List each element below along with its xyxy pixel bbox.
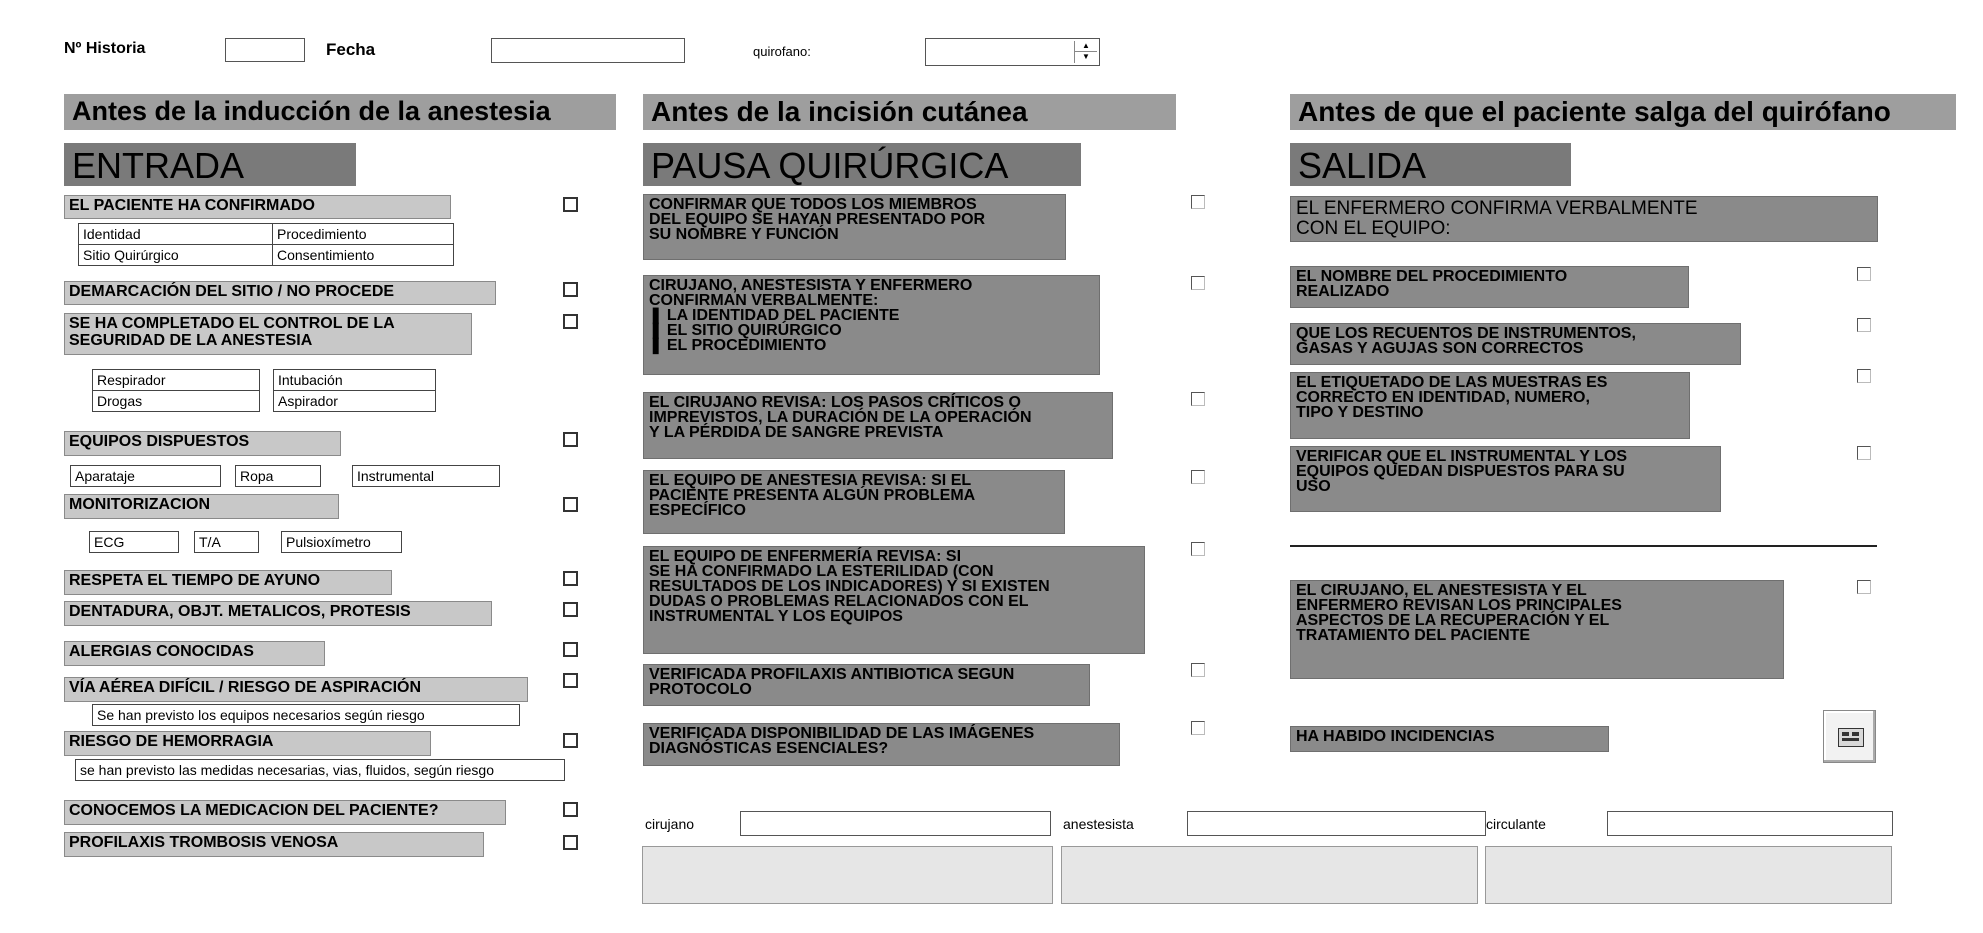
confirm-subitems [78, 223, 454, 266]
control-seguridad: SE HA COMPLETADO EL CONTROL DE LA SEGURIDAD DE LA ANESTESIA [64, 313, 472, 355]
cirujano-input[interactable] [740, 811, 1051, 836]
salida-item-etiquetado: EL ETIQUETADO DE LAS MUESTRAS ES CORRECTO EN IDENTIDAD, NUMERO, TIPO Y DESTINO [1290, 372, 1690, 439]
alergias-checkbox[interactable] [563, 642, 578, 657]
anestesista-input[interactable] [1187, 811, 1486, 836]
via-aerea-checkbox[interactable] [563, 673, 578, 688]
spinner-buttons[interactable] [1074, 41, 1097, 63]
via-aerea-note: Se han previsto los equipos necesarios según riesgo [92, 704, 520, 726]
salida-confirma: EL ENFERMERO CONFIRMA VERBALMENTE CON EL EQUIPO: [1290, 196, 1878, 242]
paciente-confirmado: EL PACIENTE HA CONFIRMADO [64, 195, 451, 219]
profilaxis: PROFILAXIS TROMBOSIS VENOSA [64, 832, 484, 857]
profilaxis-checkbox[interactable] [563, 835, 578, 850]
via-aerea: VÍA AÉREA DIFÍCIL / RIESGO DE ASPIRACIÓN [64, 677, 528, 702]
subitem-respirador: Respirador [92, 369, 260, 391]
pausa-item-antibiotica: VERIFICADA PROFILAXIS ANTIBIOTICA SEGUN PROTOCOLO [643, 664, 1090, 706]
monitorizacion-checkbox[interactable] [563, 497, 578, 512]
salida-item-recuentos: QUE LOS RECUENTOS DE INSTRUMENTOS, GASAS Y AGUJAS SON CORRECTOS [1290, 323, 1741, 365]
subitem-aparataje: Aparataje [70, 465, 221, 487]
salida-phase: SALIDA [1290, 143, 1571, 186]
medicacion-checkbox[interactable] [563, 802, 578, 817]
pausa-item-imagenes: VERIFICADA DISPONIBILIDAD DE LAS IMÁGENES DIAGNÓSTICAS ESENCIALES? [643, 723, 1120, 766]
anestesista-signature-box[interactable] [1061, 846, 1478, 904]
cirujano-label: cirujano [645, 816, 695, 832]
subitem-pulsioximetro: Pulsioxímetro [281, 531, 402, 553]
pausa-confirman-checkbox[interactable] [1191, 276, 1205, 290]
equipos-checkbox[interactable] [563, 432, 578, 447]
medicacion: CONOCEMOS LA MEDICACION DEL PACIENTE? [64, 800, 506, 825]
pausa-heading: Antes de la incisión cutánea [643, 94, 1176, 130]
pausa-antibiotica-checkbox[interactable] [1191, 663, 1205, 677]
fecha-label: Fecha [326, 40, 376, 59]
quirofano-label: quirofano: [753, 44, 811, 59]
dentadura-checkbox[interactable] [563, 602, 578, 617]
pausa-imagenes-checkbox[interactable] [1191, 721, 1205, 735]
pausa-phase: PAUSA QUIRÚRGICA [643, 143, 1081, 186]
salida-recuentos-checkbox[interactable] [1857, 318, 1871, 332]
pausa-item-cirujano: EL CIRUJANO REVISA: LOS PASOS CRÍTICOS O IMPREVISTOS, LA DURACIÓN DE LA OPERACIÓN Y LA PÉRDIDA DE SANGRE PREVISTA [643, 392, 1113, 459]
paciente-confirmado-checkbox[interactable] [563, 197, 578, 212]
subitem-ropa: Ropa [235, 465, 321, 487]
salida-incidencias: HA HABIDO INCIDENCIAS [1290, 726, 1609, 752]
equipos-dispuestos: EQUIPOS DISPUESTOS [64, 431, 341, 456]
hemorragia: RIESGO DE HEMORRAGIA [64, 731, 431, 756]
monitorizacion: MONITORIZACION [64, 494, 339, 519]
pausa-item-confirman: CIRUJANO, ANESTESISTA Y ENFERMERO CONFIRMAN VERBALMENTE: ❚ LA IDENTIDAD DEL PACIENTE ❚ EL SITIO QUIRÚRGICO ❚ EL PROCEDIMIENTO [643, 275, 1100, 375]
circulante-signature-box[interactable] [1485, 846, 1892, 904]
historia-input[interactable] [225, 38, 305, 62]
control-seguridad-checkbox[interactable] [563, 314, 578, 329]
hemorragia-note: se han previsto las medidas necesarias, vias, fluidos, según riesgo [75, 759, 565, 781]
pausa-cirujano-checkbox[interactable] [1191, 392, 1205, 406]
quirofano-spinner[interactable] [925, 38, 1100, 66]
cirujano-signature-box[interactable] [642, 846, 1053, 904]
pausa-item-miembros: CONFIRMAR QUE TODOS LOS MIEMBROS DEL EQUIPO SE HAYAN PRESENTADO POR SU NOMBRE Y FUNCIÓN [643, 194, 1066, 260]
hemorragia-checkbox[interactable] [563, 733, 578, 748]
salida-heading: Antes de que el paciente salga del quirófano [1290, 94, 1956, 130]
subitem-intubacion: Intubación [273, 369, 436, 391]
circulante-label: circulante [1486, 816, 1546, 832]
salida-etiquetado-checkbox[interactable] [1857, 369, 1871, 383]
fecha-input[interactable] [491, 38, 685, 63]
pausa-anestesia-checkbox[interactable] [1191, 470, 1205, 484]
ayuno-checkbox[interactable] [563, 571, 578, 586]
salida-nombre-checkbox[interactable] [1857, 267, 1871, 281]
spinner-down-icon[interactable]: ▼ [1082, 52, 1090, 61]
salida-verificar-checkbox[interactable] [1857, 446, 1871, 460]
subitem-sitio: Sitio Quirúrgico [78, 244, 273, 266]
alergias: ALERGIAS CONOCIDAS [64, 641, 325, 666]
subitem-ecg: ECG [89, 531, 179, 553]
anestesista-label: anestesista [1063, 816, 1134, 832]
dentadura: DENTADURA, OBJT. METALICOS, PROTESIS [64, 601, 492, 626]
pausa-item-anestesia: EL EQUIPO DE ANESTESIA REVISA: SI EL PACIENTE PRESENTA ALGÚN PROBLEMA ESPECÍFICO [643, 470, 1065, 534]
demarcacion-checkbox[interactable] [563, 282, 578, 297]
entrada-heading: Antes de la inducción de la anestesia [64, 94, 616, 130]
circulante-input[interactable] [1607, 811, 1893, 836]
spinner-up-icon[interactable]: ▲ [1075, 41, 1097, 52]
entrada-phase: ENTRADA [64, 143, 356, 186]
pausa-miembros-checkbox[interactable] [1191, 195, 1205, 209]
salida-revisan: EL CIRUJANO, EL ANESTESISTA Y EL ENFERMERO REVISAN LOS PRINCIPALES ASPECTOS DE LA RECUPERACIÓN Y EL TRATAMIENTO DEL PACIENTE [1290, 580, 1784, 679]
form-icon [1838, 728, 1864, 747]
subitem-drogas: Drogas [92, 390, 260, 412]
historia-label: Nº Historia [64, 40, 146, 57]
incidencias-button[interactable] [1823, 710, 1876, 763]
salida-divider [1290, 545, 1877, 547]
demarcacion: DEMARCACIÓN DEL SITIO / NO PROCEDE [64, 281, 496, 305]
ayuno: RESPETA EL TIEMPO DE AYUNO [64, 570, 392, 595]
salida-item-nombre: EL NOMBRE DEL PROCEDIMIENTO REALIZADO [1290, 266, 1689, 308]
pausa-enfermeria-checkbox[interactable] [1191, 542, 1205, 556]
subitem-ta: T/A [194, 531, 259, 553]
subitem-identidad: Identidad [78, 223, 273, 245]
subitem-procedimiento: Procedimiento [272, 223, 454, 245]
seguridad-subitems [92, 369, 436, 412]
subitem-consentimiento: Consentimiento [272, 244, 454, 266]
subitem-instrumental: Instrumental [352, 465, 500, 487]
salida-revisan-checkbox[interactable] [1857, 580, 1871, 594]
salida-item-verificar: VERIFICAR QUE EL INSTRUMENTAL Y LOS EQUIPOS QUEDAN DISPUESTOS PARA SU USO [1290, 446, 1721, 512]
subitem-aspirador: Aspirador [273, 390, 436, 412]
pausa-item-enfermeria: EL EQUIPO DE ENFERMERÍA REVISA: SI SE HA CONFIRMADO LA ESTERILIDAD (CON RESULTADOS DE LOS INDICADORES) Y SI EXISTEN DUDAS O PROBLEMAS RELACIONADOS CON EL INSTRUMENTAL Y LOS EQUIPOS [643, 546, 1145, 654]
